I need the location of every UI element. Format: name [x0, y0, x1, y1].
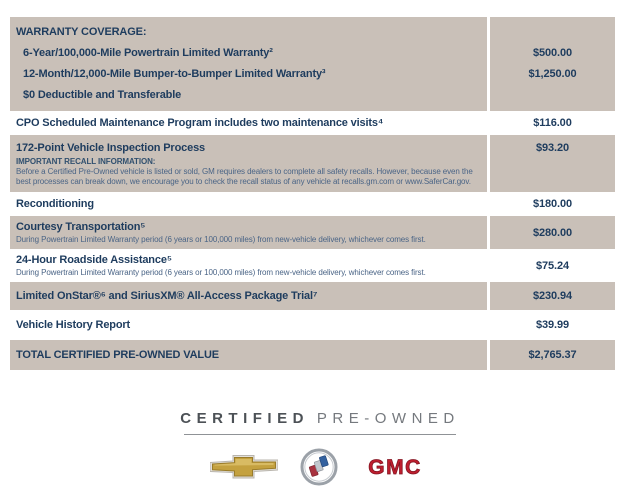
row-value: $180.00 [532, 198, 573, 210]
powertrain-warranty-value: $500.00 [532, 47, 573, 59]
bumper-warranty-label: 12-Month/12,000-Mile Bumper-to-Bumper Limited Warranty³ [23, 68, 326, 80]
chevrolet-bowtie-icon [210, 455, 278, 479]
table-row-onstar-siriusxm [10, 282, 615, 310]
table-row-inspection [10, 135, 615, 192]
row-subtext: During Powertrain Limited Warranty period (6 years or 100,000 miles) from new-vehicle delivery, whichever comes first. [16, 268, 426, 277]
row-label: CPO Scheduled Maintenance Program includes two maintenance visits⁴ [16, 116, 384, 129]
spacer [490, 85, 615, 106]
warranty-coverage-labels [10, 17, 487, 111]
table-row-roadside-assistance [10, 249, 615, 282]
recall-info-text: Before a Certified Pre-Owned vehicle is listed or sold, GM requires dealers to complete all safety recalls. However, because even the best processes can break down, we encourage you to check the recall status of any vehicle at recalls.gm.com or www.SaferCar.gov. [16, 167, 473, 186]
row-subtext: During Powertrain Limited Warranty period (6 years or 100,000 miles) from new-vehicle delivery, whichever comes first. [16, 235, 426, 244]
buick-tri-shield-icon [300, 448, 338, 486]
total-label: TOTAL CERTIFIED PRE-OWNED VALUE [16, 348, 219, 361]
certified-text: CERTIFIED [180, 410, 309, 427]
spacer [490, 22, 615, 43]
warranty-coverage-block [10, 17, 615, 111]
row-value: $39.99 [535, 319, 570, 331]
recall-info-heading: IMPORTANT RECALL INFORMATION: [16, 157, 156, 166]
certified-pre-owned-wordmark [0, 410, 640, 427]
row-value: $280.00 [532, 226, 573, 239]
row-label: Vehicle History Report [16, 318, 131, 331]
table-row-vehicle-history [10, 310, 615, 340]
row-value: $230.94 [532, 290, 573, 302]
bumper-warranty-value: $1,250.00 [528, 68, 577, 80]
pre-owned-text: PRE-OWNED [316, 410, 460, 427]
row-label: Limited OnStar®⁶ and SiriusXM® All-Access Package Trial⁷ [16, 289, 318, 302]
certified-pre-owned-footer [0, 410, 640, 486]
row-label: 24-Hour Roadside Assistance⁵ [16, 254, 172, 266]
footer-divider-line [184, 434, 456, 435]
brand-logos [0, 448, 640, 486]
row-value: $93.20 [535, 142, 570, 154]
row-value: $75.24 [535, 259, 570, 272]
table-row-reconditioning [10, 192, 615, 216]
warranty-coverage-values [487, 17, 615, 111]
table-row-maintenance [10, 111, 615, 135]
deductible-label: $0 Deductible and Transferable [23, 89, 182, 101]
row-label: Courtesy Transportation⁵ [16, 221, 146, 233]
gmc-letters: GMC [368, 456, 422, 479]
row-value: $116.00 [533, 117, 572, 129]
row-label: 172-Point Vehicle Inspection Process [16, 142, 206, 154]
warranty-pricing-table [10, 17, 615, 370]
row-label: Reconditioning [16, 197, 94, 210]
powertrain-warranty-label: 6-Year/100,000-Mile Powertrain Limited Warranty² [23, 47, 273, 59]
total-value: $2,765.37 [528, 349, 577, 361]
warranty-coverage-header: WARRANTY COVERAGE: [16, 26, 147, 38]
table-row-total-value [10, 340, 615, 370]
gmc-wordmark-icon [360, 454, 430, 480]
table-row-courtesy-transportation [10, 216, 615, 249]
